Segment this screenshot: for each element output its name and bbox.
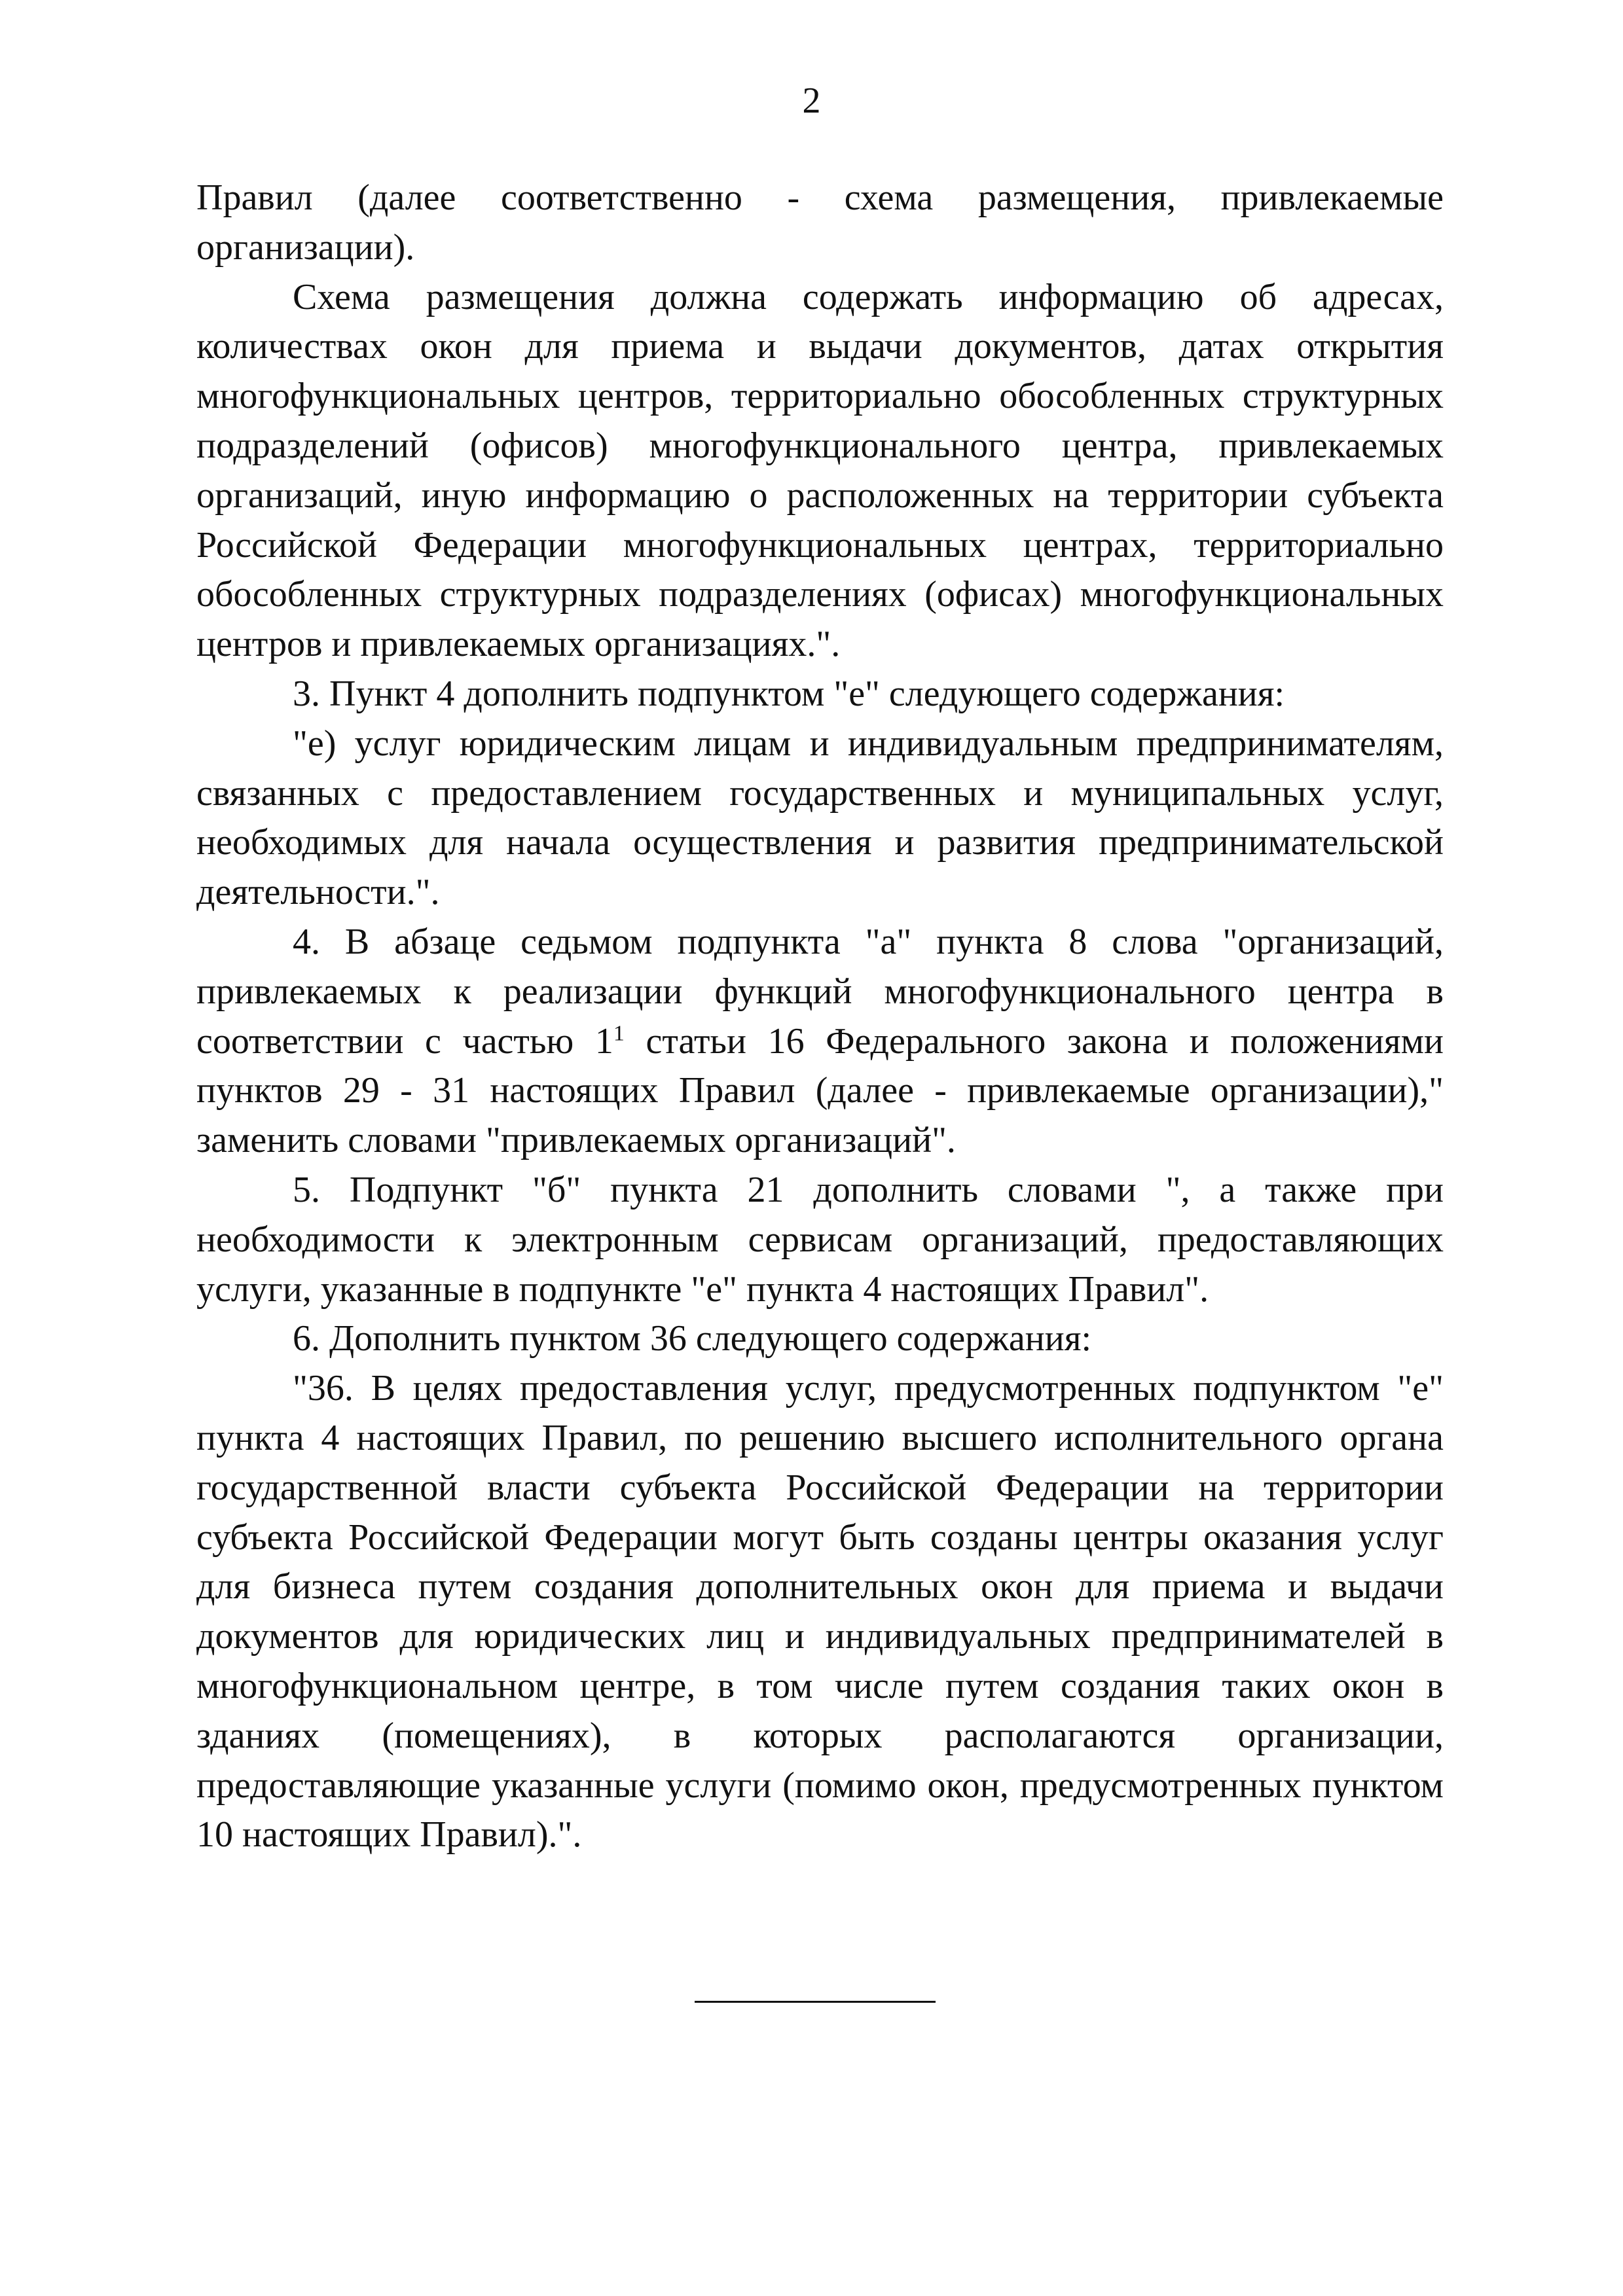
paragraph-item-5: 5. Подпункт "б" пункта 21 дополнить словами ", а также при необходимости к электронным сервисам организаций, предоставляющих услуги, указанные в подпункте "е" пункта 4 настоящих Правил". xyxy=(196,1169,1444,1310)
paragraph-placement-scheme: Схема размещения должна содержать информацию об адресах, количествах окон для приема и выдачи документов, датах открытия многофункциональных центров, территориально обособленных структурных подразделений (офисов) многофункционального центра, привлекаемых организаций, иную информацию о расположенных на территории субъекта Российской Федерации многофункциональных центрах, территориально обособленных структурных подразделениях (офисах) многофункциональных центров и привлекаемых организациях.". xyxy=(196,276,1444,665)
paragraph-continuation: Правил (далее соответственно - схема размещения, привлекаемые организации). xyxy=(196,177,1444,268)
paragraph-item-3: 3. Пункт 4 дополнить подпунктом "е" следующего содержания: xyxy=(293,673,1285,714)
paragraph-item-4-before: 4. В абзаце седьмом подпункта "а" пункта 8 слова "организаций, привлекаемых к реализации функций многофункционального центра в соответствии с частью 1 xyxy=(196,921,1444,1062)
document-body xyxy=(196,173,1444,1860)
superscript-part-number: 1 xyxy=(613,1020,625,1045)
paragraph-item-4-after: статьи 16 Федерального закона и положениями пунктов 29 - 31 настоящих Правил (далее - привлекаемые организации)," заменить словами "привлекаемых организаций". xyxy=(196,1020,1444,1161)
end-of-document-rule xyxy=(695,2001,936,2003)
paragraph-item-36: "36. В целях предоставления услуг, предусмотренных подпунктом "е" пункта 4 настоящих Правил, по решению высшего исполнительного органа государственной власти субъекта Российской Федерации на территории субъекта Российской Федерации могут быть созданы центры оказания услуг для бизнеса путем создания дополнительных окон для приема и выдачи документов для юридических лиц и индивидуальных предпринимателей в многофункциональном центре, в том числе путем создания таких окон в зданиях (помещениях), в которых располагаются организации, предоставляющие указанные услуги (помимо окон, предусмотренных пунктом 10 настоящих Правил).". xyxy=(196,1368,1444,1856)
page-number: 2 xyxy=(802,81,821,121)
paragraph-item-4 xyxy=(196,918,1444,1166)
paragraph-item-6: 6. Дополнить пунктом 36 следующего содержания: xyxy=(293,1318,1092,1359)
paragraph-subitem-e: "е) услуг юридическим лицам и индивидуальным предпринимателям, связанных с предоставлением государственных и муниципальных услуг, необходимых для начала осуществления и развития предпринимательской деятельности.". xyxy=(196,723,1444,913)
